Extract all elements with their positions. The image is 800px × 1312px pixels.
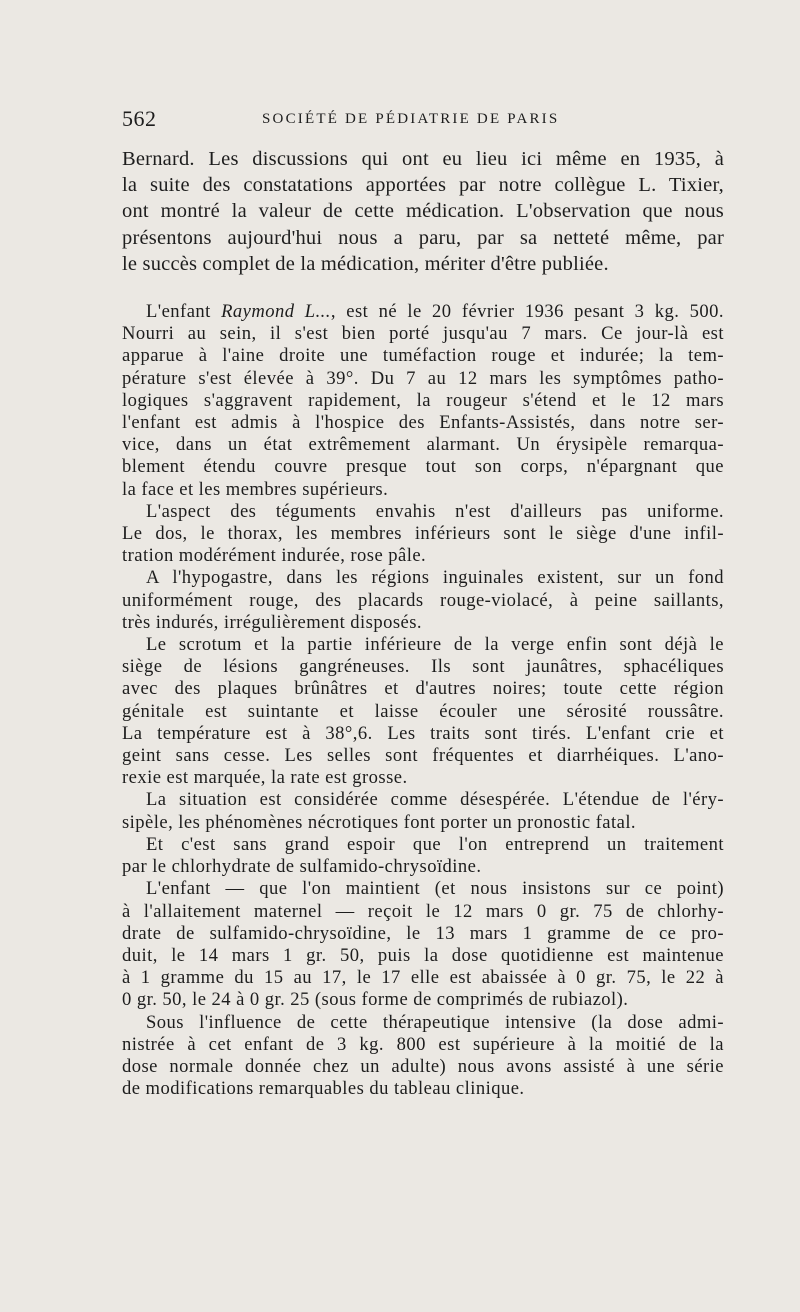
text-line: à 1 gramme du 15 au 17, le 17 elle est abaissée à 0 gr. 75, le 22 à (122, 967, 724, 989)
text-line: vice, dans un état extrêmement alarmant. Un érysipèle remarqua- (122, 434, 724, 456)
text-line: duit, le 14 mars 1 gr. 50, puis la dose quotidienne est maintenue (122, 944, 724, 966)
text-line: geint sans cesse. Les selles sont fréquentes et diarrhéiques. L'ano- (122, 745, 724, 767)
running-head (122, 106, 724, 136)
situation-paragraph (122, 789, 724, 833)
teguments-paragraph (122, 501, 724, 568)
influence-paragraph (122, 1012, 724, 1101)
text-line: drate de sulfamido-chrysoïdine, le 13 mars 1 gramme de ce pro- (122, 922, 724, 944)
allaitement-paragraph (122, 878, 724, 1011)
text-line: siège de lésions gangréneuses. Ils sont jaunâtres, sphacéliques (122, 656, 724, 678)
text-line: Le scrotum et la partie inférieure de la verge enfin sont déjà le (146, 634, 724, 656)
text-line: logiques s'aggravent rapidement, la rougeur s'étend et le 12 mars (122, 389, 724, 411)
text-line: L'enfant — que l'on maintient (et nous insistons sur ce point) (146, 878, 724, 900)
page-number: 562 (122, 106, 157, 131)
text-line: à l'allaitement maternel — reçoit le 12 mars 0 gr. 75 de chlorhy- (122, 900, 724, 922)
text-line: l'enfant est admis à l'hospice des Enfants-Assistés, dans notre ser- (122, 412, 724, 434)
text-line: le succès complet de la médication, mériter d'être publiée. (122, 252, 609, 275)
text-line: Sous l'influence de cette thérapeutique intensive (la dose admi- (146, 1011, 724, 1033)
text-line: La température est à 38°,6. Les traits sont tirés. L'enfant crie et (122, 722, 724, 744)
text-line: apparue à l'aine droite une tuméfaction rouge et indurée; la tem- (122, 345, 724, 367)
text-line: nistrée à cet enfant de 3 kg. 800 est supérieure à la moitié de la (122, 1033, 724, 1055)
text-line: La situation est considérée comme désespérée. L'étendue de l'éry- (146, 789, 724, 811)
text-line: uniformément rouge, des placards rouge-violacé, à peine saillants, (122, 589, 724, 611)
text-line: dose normale donnée chez un adulte) nous avons assisté à une série (122, 1055, 724, 1077)
text-line: génitale est suintante et laisse écouler une sérosité roussâtre. (122, 700, 724, 722)
intro-paragraph (122, 146, 724, 277)
case-paragraph (122, 301, 724, 501)
text-line: pérature s'est élevée à 39°. Du 7 au 12 mars les symptômes patho- (122, 367, 724, 389)
text-line: Bernard. Les discussions qui ont eu lieu ici même en 1935, à (122, 148, 724, 170)
text-line: tration modérément indurée, rose pâle. (122, 545, 427, 567)
text-line: Nourri au sein, il s'est bien porté jusqu'au 7 mars. Ce jour-là est (122, 323, 724, 345)
body-text (122, 146, 724, 1100)
text-line: avec des plaques brûnâtres et d'autres noires; toute cette région (122, 678, 724, 700)
text-line (122, 301, 724, 323)
text-line: rexie est marquée, la rate est grosse. (122, 767, 408, 789)
espoir-paragraph (122, 834, 724, 878)
text-line: Et c'est sans grand espoir que l'on entreprend un traitement (146, 833, 724, 855)
text-line: L'aspect des téguments envahis n'est d'ailleurs pas uniforme. (146, 500, 724, 522)
case-suffix: , est né le 20 février 1936 pesant 3 kg. 500. (330, 301, 724, 323)
text-line: la face et les membres supérieurs. (122, 478, 389, 500)
text-line: par le chlorhydrate de sulfamido-chrysoïdine. (122, 856, 482, 878)
text-line: blement étendu couvre presque tout son corps, n'épargnant que (122, 456, 724, 478)
text-line: la suite des constatations apportées par notre collègue L. Tixier, (122, 174, 724, 197)
text-line: sipèle, les phénomènes nécrotiques font porter un pronostic fatal. (122, 811, 637, 833)
text-line: 0 gr. 50, le 24 à 0 gr. 25 (sous forme de comprimés de rubiazol). (122, 989, 629, 1011)
patient-name: Raymond L... (221, 301, 331, 323)
scrotum-paragraph (122, 634, 724, 789)
text-line: A l'hypogastre, dans les régions inguinales existent, sur un fond (146, 567, 724, 589)
text-line: ont montré la valeur de cette médication. L'observation que nous (122, 200, 724, 223)
text-line: de modifications remarquables du tableau clinique. (122, 1078, 525, 1100)
journal-title: SOCIÉTÉ DE PÉDIATRIE DE PARIS (262, 111, 560, 127)
hypogastre-paragraph (122, 567, 724, 634)
text-line: Le dos, le thorax, les membres inférieurs sont le siège d'une infil- (122, 523, 724, 545)
case-prefix: L'enfant (146, 301, 222, 323)
text-line: très indurés, irrégulièrement disposés. (122, 611, 422, 633)
text-line: présentons aujourd'hui nous a paru, par sa netteté même, par (122, 226, 724, 249)
